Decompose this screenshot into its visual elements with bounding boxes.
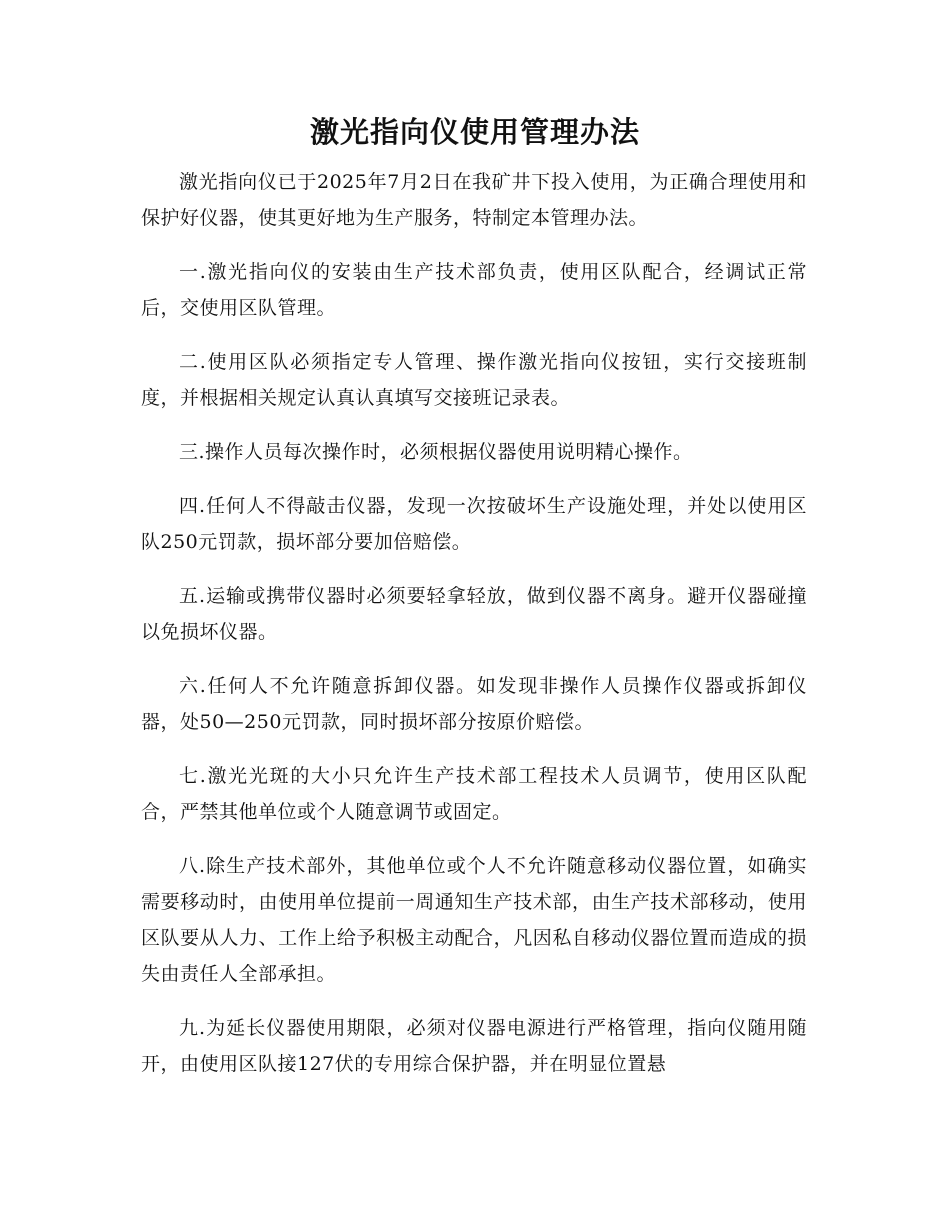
clause-3-paragraph: 三.操作人员每次操作时，必须根据仪器使用说明精心操作。 xyxy=(179,441,693,463)
clause-5-paragraph: 五.运输或携带仪器时必须要轻拿轻放，做到仪器不离身。避开仪器碰撞以免损坏仪器。 xyxy=(141,585,807,643)
clause-4-paragraph: 四.任何人不得敲击仪器，发现一次按破坏生产设施处理，并处以使用区队250元罚款，损坏部分要加倍赔偿。 xyxy=(141,495,807,553)
clause-2-paragraph: 二.使用区队必须指定专人管理、操作激光指向仪按钮，实行交接班制度，并根据相关规定认真认真填写交接班记录表。 xyxy=(141,351,807,409)
intro-paragraph: 激光指向仪已于2025年7月2日在我矿井下投入使用，为正确合理使用和保护好仪器，使其更好地为生产服务，特制定本管理办法。 xyxy=(141,171,807,229)
document-body xyxy=(141,164,807,1100)
clause-8-paragraph: 八.除生产技术部外，其他单位或个人不允许随意移动仪器位置，如确实需要移动时，由使用单位提前一周通知生产技术部，由生产技术部移动，使用区队要从人力、工作上给予积极主动配合，凡因私自移动仪器位置而造成的损失由责任人全部承担。 xyxy=(141,855,807,985)
clause-7-paragraph: 七.激光光斑的大小只允许生产技术部工程技术人员调节，使用区队配合，严禁其他单位或个人随意调节或固定。 xyxy=(141,765,807,823)
clause-9-paragraph: 九.为延长仪器使用期限，必须对仪器电源进行严格管理，指向仪随用随开，由使用区队接127伏的专用综合保护器，并在明显位置悬 xyxy=(141,1017,807,1075)
clause-1-paragraph: 一.激光指向仪的安装由生产技术部负责，使用区队配合，经调试正常后，交使用区队管理。 xyxy=(141,261,807,319)
document-title: 激光指向仪使用管理办法 xyxy=(309,115,640,149)
clause-6-paragraph: 六.任何人不允许随意拆卸仪器。如发现非操作人员操作仪器或拆卸仪器，处50—250元罚款，同时损坏部分按原价赔偿。 xyxy=(141,675,807,733)
